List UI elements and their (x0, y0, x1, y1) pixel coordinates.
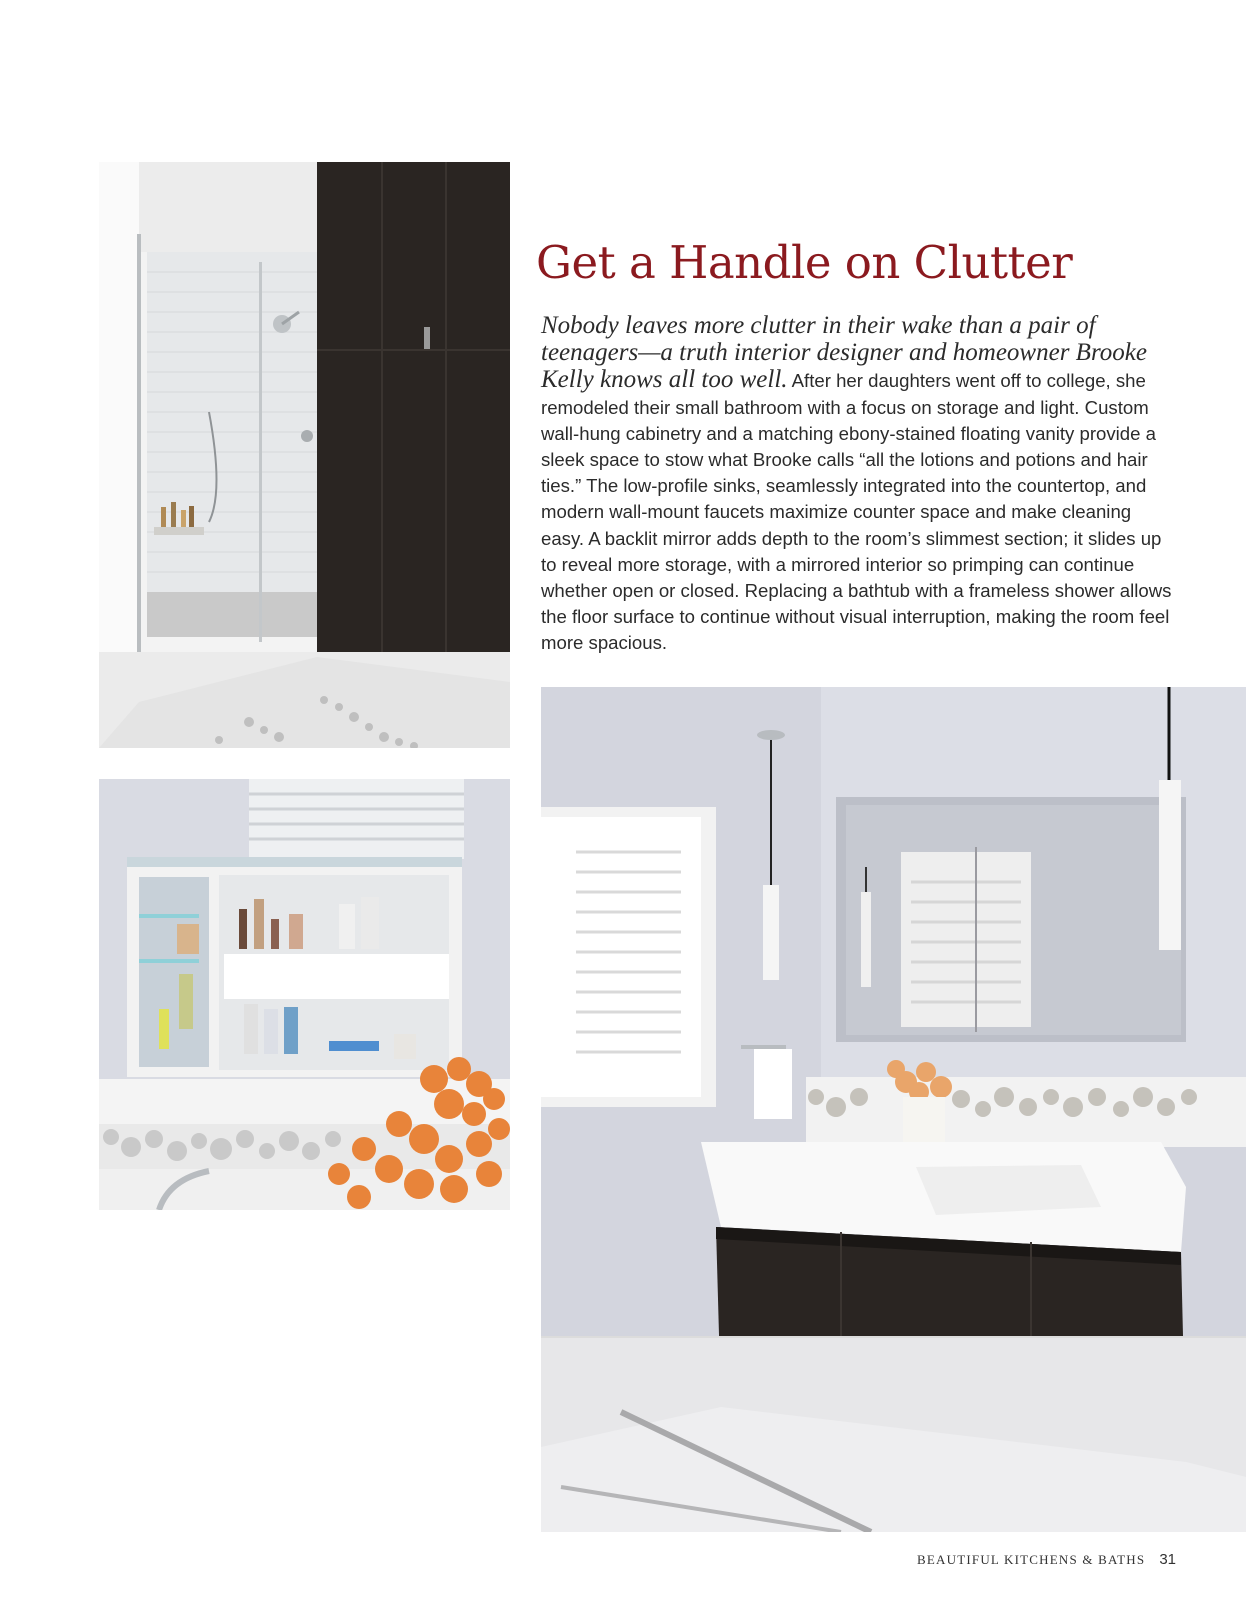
medicine-cabinet-photo (99, 779, 510, 1210)
page-number: 31 (1159, 1551, 1176, 1568)
article-body-text: After her daughters went off to college, she remodeled their small bathroom with a focus on storage and light. Custom wall-hung cabinetry and a matching ebony-stained floating vanity provide a sleek space to stow what Brooke calls “all the lotions and potions and hair ties.” The low-profile sinks, seamlessly integrated into the countertop, and modern wall-mount faucets maximize counter space and make cleaning easy. A backlit mirror adds depth to the room’s slimmest section; it slides up to reveal more storage, with a mirrored interior so primping can continue whether open or closed. Replacing a bathtub with a frameless shower allows the floor surface to continue without visual interruption, making the room feel more spacious. (541, 370, 1172, 654)
shower-photo (99, 162, 510, 748)
vanity-photo (541, 687, 1246, 1532)
article-body (541, 313, 1176, 657)
article-title: Get a Handle on Clutter (536, 236, 1073, 289)
publication-name: BEAUTIFUL KITCHENS & BATHS (917, 1552, 1146, 1567)
article-lead: Nobody leaves more clutter in their wake than a pair of teenagers—a truth interior designer and homeowner Brooke Kelly knows all too well. (541, 312, 1147, 394)
page-footer (917, 1551, 1176, 1568)
